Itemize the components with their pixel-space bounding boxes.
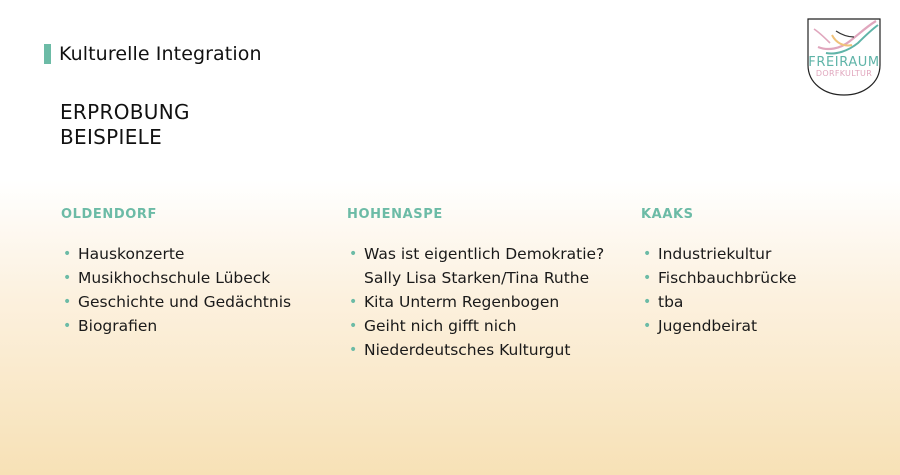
bullet-icon: • xyxy=(63,294,72,310)
bullet-icon: • xyxy=(643,270,652,286)
column-title: OLDENDORF xyxy=(61,207,158,222)
subtitle-line-2: BEISPIELE xyxy=(60,125,163,149)
slide-title: Kulturelle Integration xyxy=(59,43,262,65)
list-item: • Musikhochschule Lübeck xyxy=(61,266,291,290)
slide-subtitle xyxy=(60,100,190,150)
list-item: • Geschichte und Gedächtnis xyxy=(61,290,291,314)
list-item: • Jugendbeirat xyxy=(641,314,797,338)
column-title: HOHENASPE xyxy=(347,207,443,222)
column-hohenaspe xyxy=(347,207,604,362)
bullet-icon: • xyxy=(349,294,358,310)
freiraum-logo xyxy=(806,17,882,97)
logo-word-freiraum: FREIRAUM xyxy=(808,55,880,70)
bullet-icon: • xyxy=(63,270,72,286)
accent-bar xyxy=(44,44,51,64)
list-item: • Was ist eigentlich Demokratie? Sally Lisa Starken/Tina Ruthe xyxy=(347,242,604,290)
bullet-list xyxy=(61,242,291,338)
list-item: • Geiht nich gifft nich xyxy=(347,314,604,338)
bullet-icon: • xyxy=(349,318,358,334)
bullet-list xyxy=(641,242,797,338)
list-item: • tba xyxy=(641,290,797,314)
list-item: • Niederdeutsches Kulturgut xyxy=(347,338,604,362)
list-item: • Industriekultur xyxy=(641,242,797,266)
bullet-icon: • xyxy=(643,318,652,334)
list-item: • Fischbauchbrücke xyxy=(641,266,797,290)
subtitle-line-1: ERPROBUNG xyxy=(60,100,190,124)
list-item: • Hauskonzerte xyxy=(61,242,291,266)
bullet-icon: • xyxy=(349,246,358,262)
bullet-icon: • xyxy=(349,342,358,358)
slide-header xyxy=(44,43,262,65)
list-item: • Biografien xyxy=(61,314,291,338)
column-title: KAAKS xyxy=(641,207,694,222)
column-oldendorf xyxy=(61,207,291,338)
bullet-icon: • xyxy=(63,246,72,262)
bullet-icon: • xyxy=(643,246,652,262)
list-item: • Kita Unterm Regenbogen xyxy=(347,290,604,314)
bullet-icon: • xyxy=(63,318,72,334)
bullet-icon: • xyxy=(643,294,652,310)
logo-word-dorfkultur: DORFKULTUR xyxy=(815,69,873,78)
bullet-list xyxy=(347,242,604,362)
column-kaaks xyxy=(641,207,797,338)
